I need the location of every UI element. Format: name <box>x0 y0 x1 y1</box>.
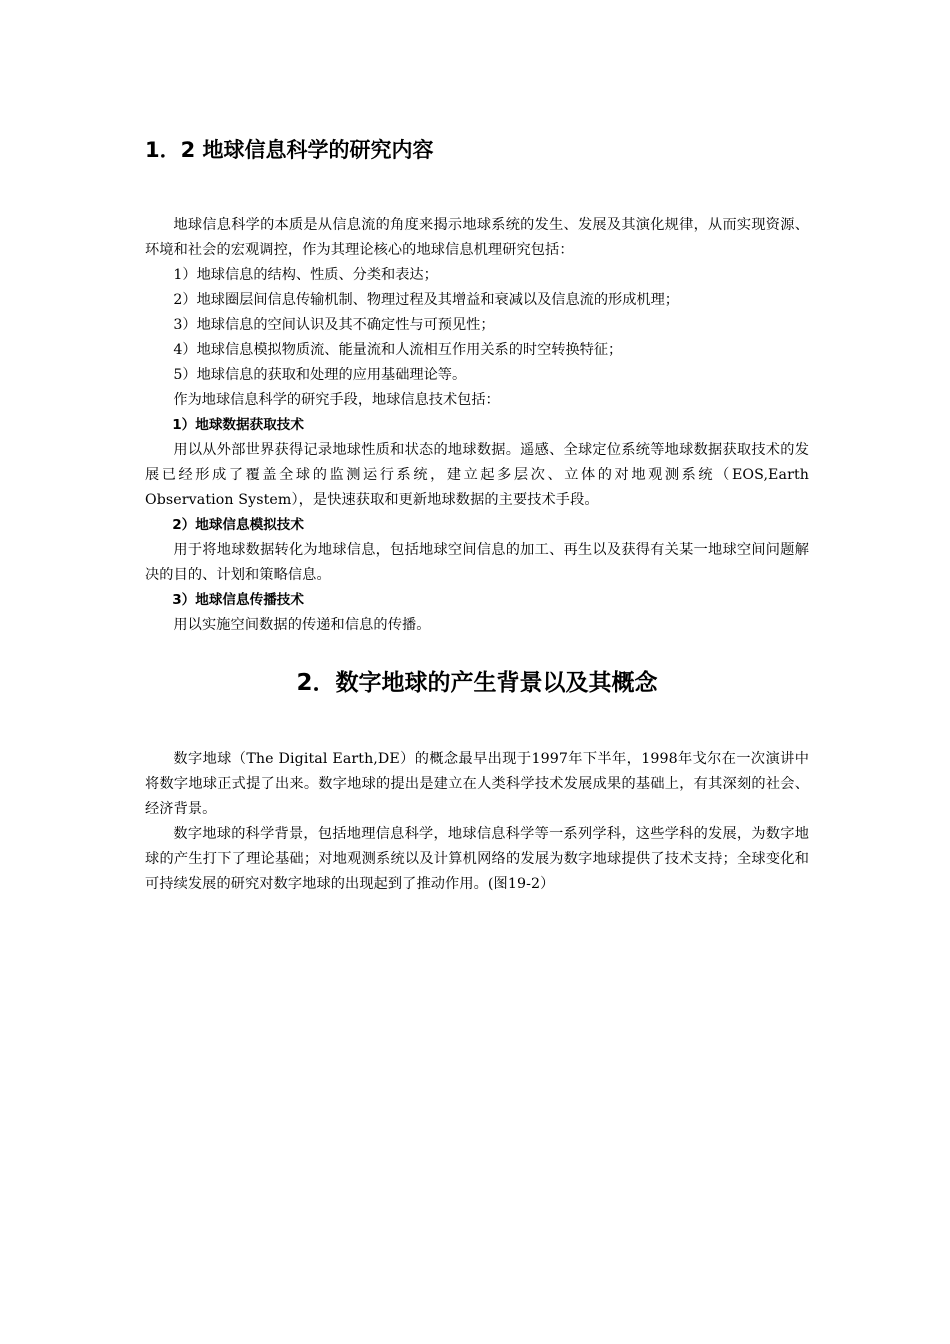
tech-3-title: 3）地球信息传播技术 <box>172 592 304 608</box>
tech-1-title: 1）地球数据获取技术 <box>172 417 304 433</box>
tech-1-text: 用以从外部世界获得记录地球性质和状态的地球数据。遥感、全球定位系统等地球数据获取技术的发展已经形成了覆盖全球的监测运行系统，建立起多层次、立体的对地观测系统（EOS,Earth Observation System），是快速获取和更新地球数据的主要技术手段。 <box>145 442 809 508</box>
section-1-intro: 地球信息科学的本质是从信息流的角度来揭示地球系统的发生、发展及其演化规律，从而实现资源、环境和社会的宏观调控，作为其理论核心的地球信息机理研究包括： <box>145 217 809 258</box>
tech-2-title: 2）地球信息模拟技术 <box>172 517 304 533</box>
tech-3-text: 用以实施空间数据的传递和信息的传播。 <box>173 617 431 633</box>
research-item-4: 4）地球信息模拟物质流、能量流和人流相互作用关系的时空转换特征； <box>173 342 623 358</box>
research-item-1: 1）地球信息的结构、性质、分类和表达； <box>173 267 438 283</box>
research-item-3: 3）地球信息的空间认识及其不确定性与可预见性； <box>173 317 495 333</box>
tech-intro: 作为地球信息科学的研究手段，地球信息技术包括： <box>173 392 500 408</box>
section-2-paragraph-2: 数字地球的科学背景，包括地理信息科学，地球信息科学等一系列学科，这些学科的发展，为数字地球的产生打下了理论基础；对地观测系统以及计算机网络的发展为数字地球提供了技术支持；全球变化和可持续发展的研究对数字地球的出现起到了推动作用。(图19-2） <box>145 826 809 892</box>
section-1-body <box>145 213 809 638</box>
research-item-2: 2）地球圈层间信息传输机制、物理过程及其增益和衰减以及信息流的形成机理； <box>173 292 679 308</box>
section-1-heading: 1．2 地球信息科学的研究内容 <box>145 138 434 162</box>
section-2-paragraph-1: 数字地球（The Digital Earth,DE）的概念最早出现于1997年下半年，1998年戈尔在一次演讲中将数字地球正式提了出来。数字地球的提出是建立在人类科学技术发展成果的基础上，有其深刻的社会、经济背景。 <box>145 751 809 817</box>
section-2-body <box>145 747 809 897</box>
section-2-heading: 2．数字地球的产生背景以及其概念 <box>296 670 658 696</box>
tech-2-text: 用于将地球数据转化为地球信息，包括地球空间信息的加工、再生以及获得有关某一地球空间问题解决的目的、计划和策略信息。 <box>145 542 809 583</box>
research-item-5: 5）地球信息的获取和处理的应用基础理论等。 <box>173 367 467 383</box>
